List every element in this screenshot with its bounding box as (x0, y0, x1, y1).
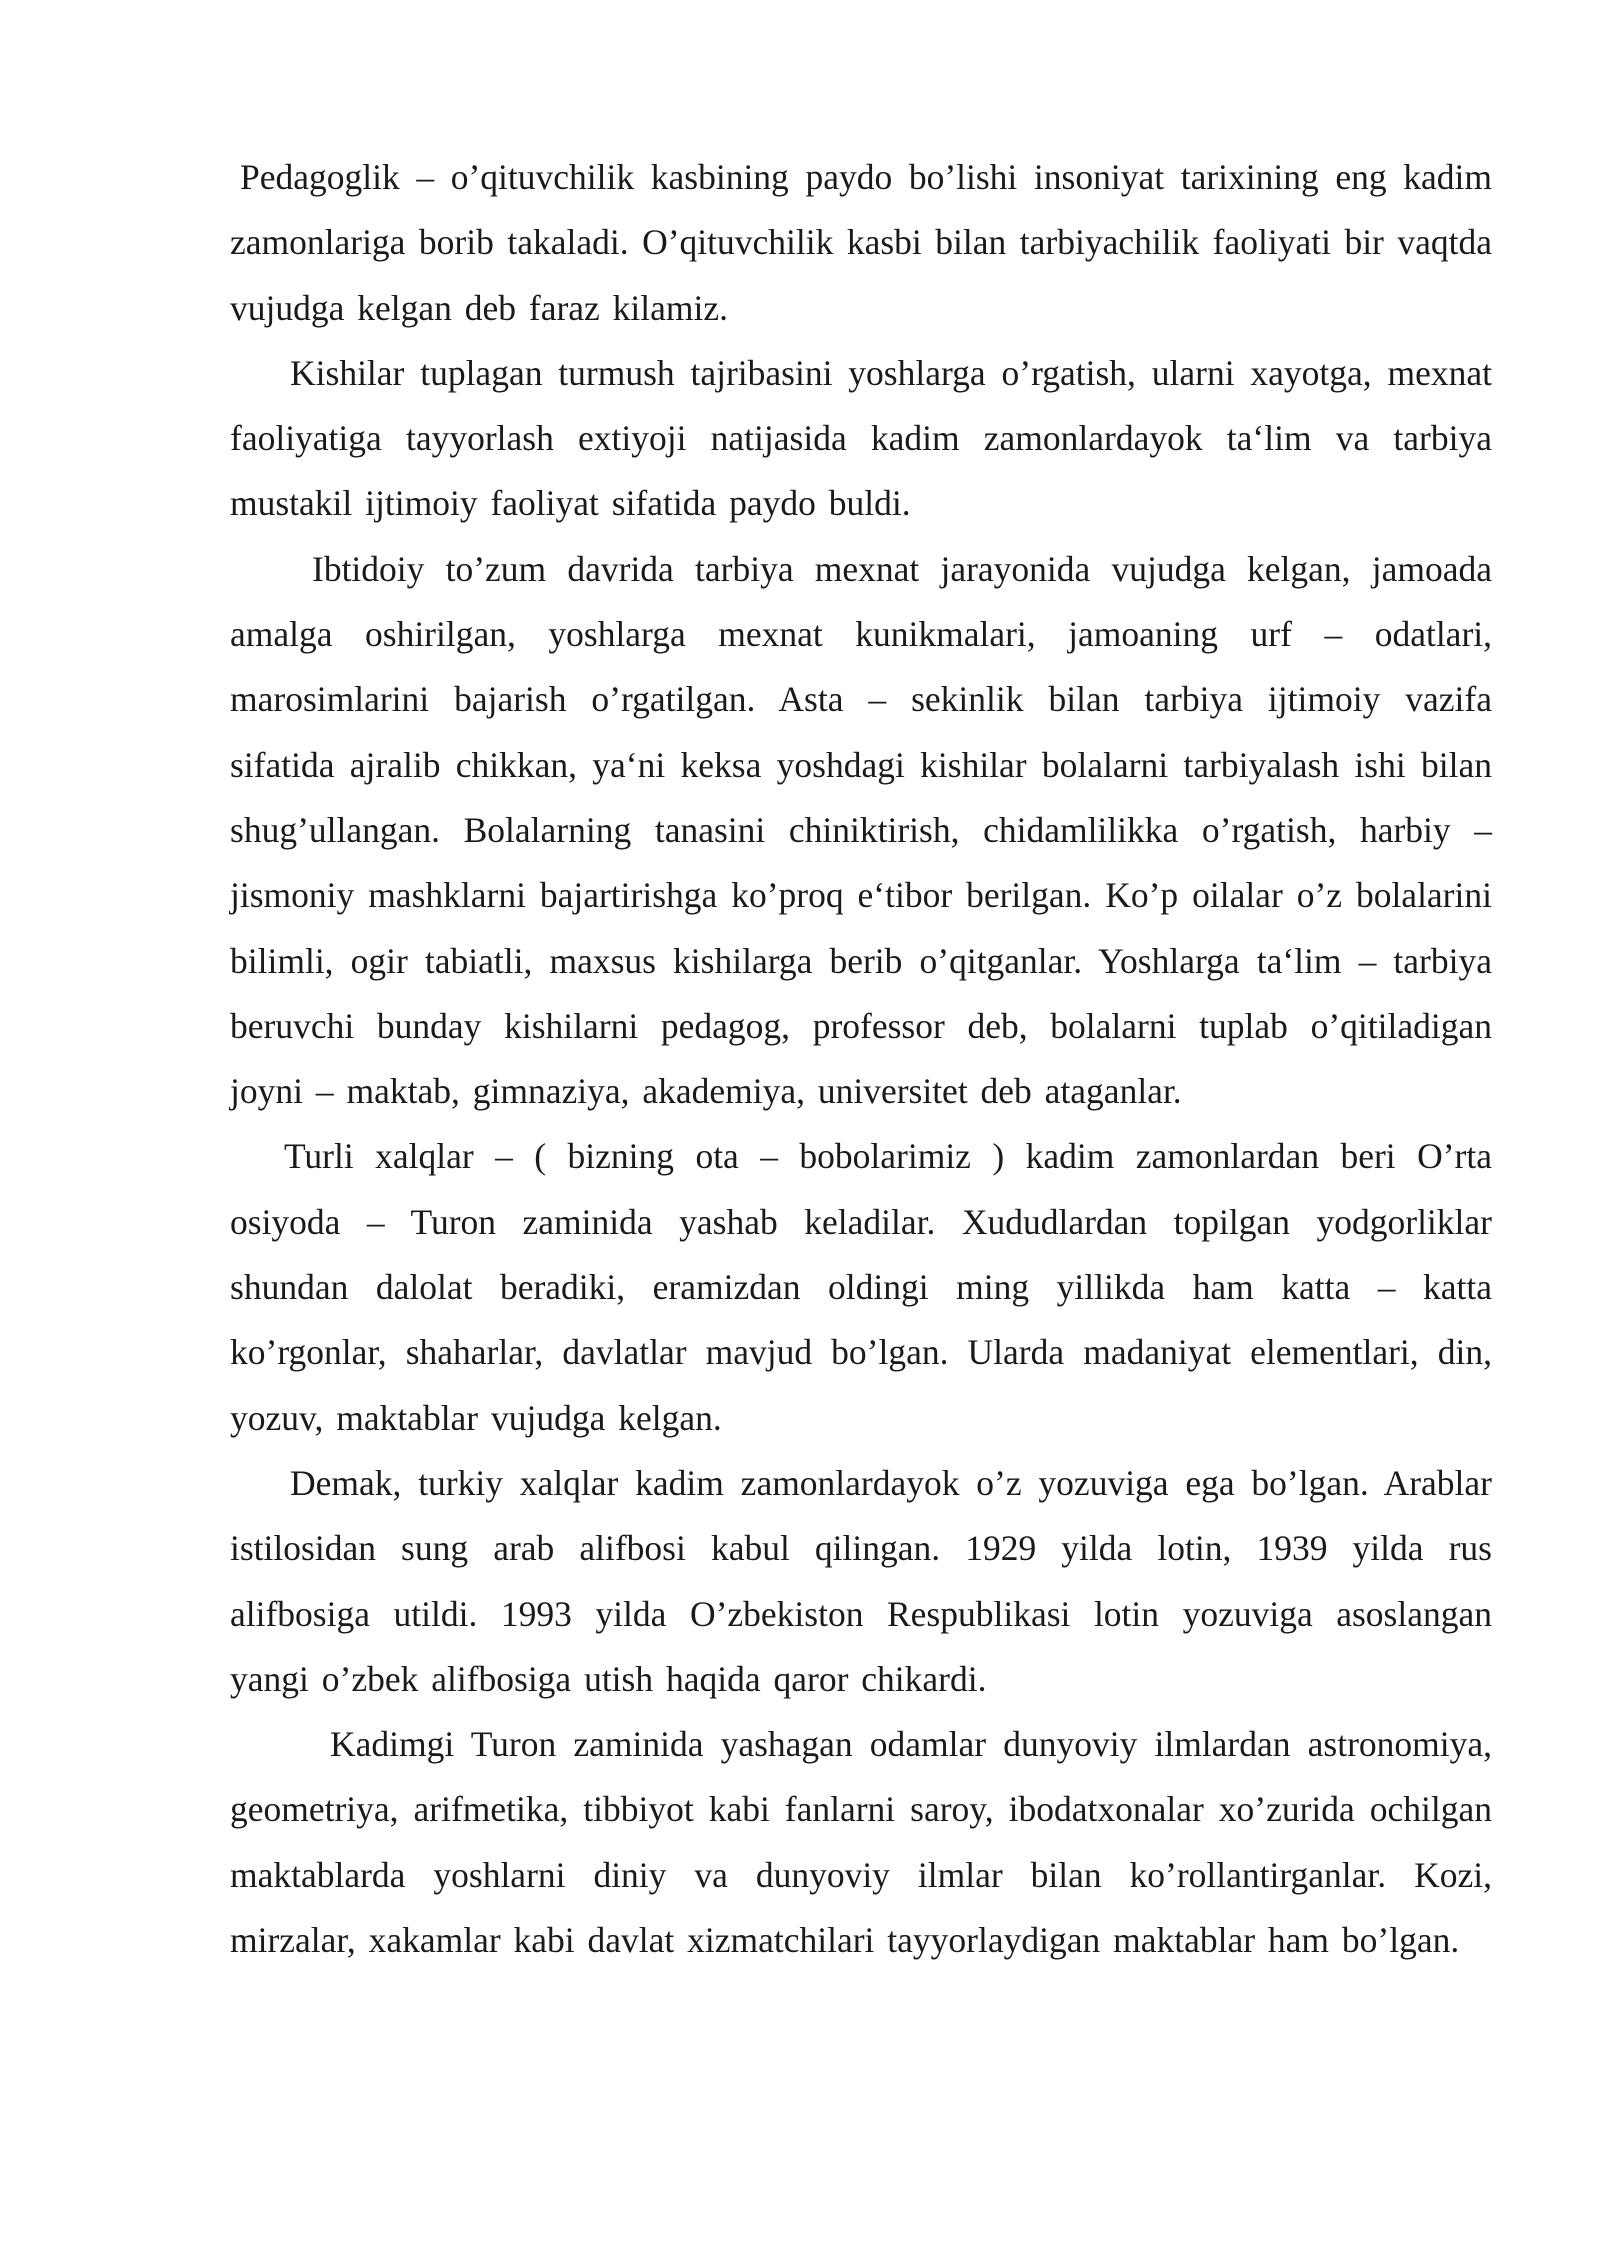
paragraph-1: Pedagoglik – o’qituvchilik kasbining paydo bo’lishi insoniyat tarixining eng kadim zamonlariga borib takaladi. O’qituvchilik kasbi bilan tarbiyachilik faoliyati bir vaqtda vujudga kelgan deb faraz kilamiz. (230, 157, 1492, 328)
document-page (230, 145, 1492, 1973)
paragraph-5: Demak, turkiy xalqlar kadim zamonlardayok o’z yozuviga ega bo’lgan. Arablar istilosidan sung arab alifbosi kabul qilingan. 1929 yilda lotin, 1939 yilda rus alifbosiga utildi. 1993 yilda O’zbekiston Respublikasi lotin yozuviga asoslangan yangi o’zbek alifbosiga utish haqida qaror chikardi. (230, 1462, 1492, 1699)
paragraph-3: Ibtidoiy to’zum davrida tarbiya mexnat jarayonida vujudga kelgan, jamoada amalga oshirilgan, yoshlarga mexnat kunikmalari, jamoaning urf – odatlari, marosimlarini bajarish o’rgatilgan. Asta – sekinlik bilan tarbiya ijtimoiy vazifa sifatida ajralib chikkan, ya‘ni keksa yoshdagi kishilar bolalarni tarbiyalash ishi bilan shug’ullangan. Bolalarning tanasini chiniktirish, chidamlilikka o’rgatish, harbiy – jismoniy mashklarni bajartirishga ko’proq e‘tibor berilgan. Ko’p oilalar o’z bolalarini bilimli, ogir tabiatli, maxsus kishilarga berib o’qitganlar. Yoshlarga ta‘lim – tarbiya beruvchi bunday kishilarni pedagog, professor deb, bolalarni tuplab o’qitiladigan joyni – maktab, gimnaziya, akademiya, universitet deb ataganlar. (230, 548, 1492, 1112)
paragraph-4: Turli xalqlar – ( bizning ota – bobolarimiz ) kadim zamonlardan beri O’rta osiyoda – Turon zaminida yashab keladilar. Xududlardan topilgan yodgorliklar shundan dalolat beradiki, eramizdan oldingi ming yillikda ham katta – katta ko’rgonlar, shaharlar, davlatlar mavjud bo’lgan. Ularda madaniyat elementlari, din, yozuv, maktablar vujudga kelgan. (230, 1136, 1492, 1438)
paragraph-2: Kishilar tuplagan turmush tajribasini yoshlarga o’rgatish, ularni xayotga, mexnat faoliyatiga tayyorlash extiyoji natijasida kadim zamonlardayok ta‘lim va tarbiya mustakil ijtimoiy faoliyat sifatida paydo buldi. (230, 352, 1492, 524)
paragraph-6: Kadimgi Turon zaminida yashagan odamlar dunyoviy ilmlardan astronomiya, geometriya, arifmetika, tibbiyot kabi fanlarni saroy, ibodatxonalar xo’zurida ochilgan maktablarda yoshlarni diniy va dunyoviy ilmlar bilan ko’rollantirganlar. Kozi, mirzalar, xakamlar kabi davlat xizmatchilari tayyorlaydigan maktablar ham bo’lgan. (230, 1724, 1492, 1961)
